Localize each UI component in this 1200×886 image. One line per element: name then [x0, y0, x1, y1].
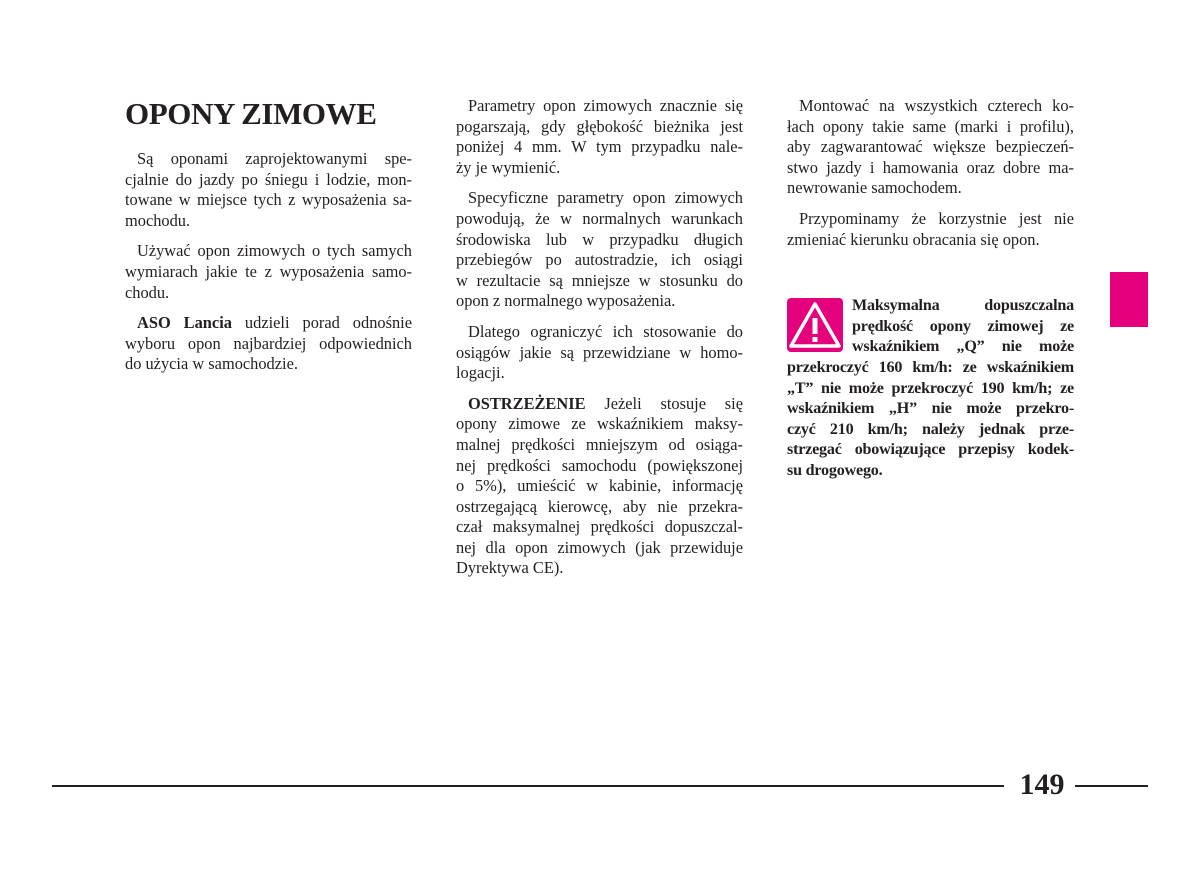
text-line: ży je wymienić. [456, 157, 561, 177]
warning-text-line: czyć 210 km/h; należy jednak prze- [787, 420, 1074, 438]
text-line: stwo jazdy i hamowania oraz dobre ma- [787, 157, 1074, 177]
text-line: mochodu. [125, 210, 191, 230]
text-line: w rezultacie są mniejsze w stosunku do [456, 270, 743, 290]
text-line [456, 394, 743, 415]
warning-text-line: „T” nie może przekroczyć 190 km/h; ze [787, 379, 1074, 397]
text-line: towane w miejsce tych z wyposażenia sa- [125, 190, 412, 210]
paragraph-aso-lancia [125, 313, 412, 375]
text-line: nej dla opon zimowych (jak przewiduje [456, 537, 743, 557]
text-line: poniżej 4 mm. W tym przypadku nale- [456, 137, 743, 157]
warning-text-line: su drogowego. [787, 461, 883, 479]
text-line: Dlatego ograniczyć ich stosowanie do [468, 321, 743, 341]
text-line: czał maksymalnej prędkości dopuszczal- [456, 517, 743, 537]
text-line: środowiska lub w przypadku długich [456, 229, 743, 249]
aso-lancia-label: ASO Lancia [137, 313, 232, 333]
text-line: newrowanie samochodem. [787, 178, 962, 198]
text-line: opon z normalnego wyposażenia. [456, 291, 676, 311]
warning-label: OSTRZEŻENIE [468, 393, 586, 413]
column-middle [456, 96, 743, 589]
text-line [125, 313, 412, 334]
text-line: ostrzegającą kierowcę, aby nie przekra- [456, 496, 743, 516]
warning-triangle-icon [787, 298, 843, 352]
paragraph-same-tyres [787, 96, 1074, 199]
paragraph-dimensions [125, 241, 412, 303]
section-tab-marker [1110, 272, 1148, 327]
text-line: opony zimowe ze wskaźnikiem maksy- [456, 414, 743, 434]
text-line: Dyrektywa CE). [456, 558, 564, 578]
text-line: wymiarach jakie te z wyposażenia samo- [125, 261, 412, 281]
column-right [787, 96, 1074, 482]
warning-text-line: Maksymalna dopuszczalna [852, 297, 1074, 315]
text-line: do użycia w samochodzie. [125, 354, 298, 374]
warning-text-line: wskaźnikiem „Q” nie może [852, 338, 1074, 356]
text-line: Parametry opon zimowych znacznie się [468, 96, 743, 115]
page-number: 149 [1019, 768, 1065, 801]
text-line: Montować na wszystkich czterech ko- [799, 96, 1074, 115]
paragraph-performance [456, 188, 743, 312]
page-title: OPONY ZIMOWE [125, 96, 377, 131]
text-line: nej prędkości samochodu (powiększonej [456, 455, 743, 475]
column-left [125, 96, 412, 385]
text-line: malnej prędkości mniejszym od osiąga- [456, 434, 743, 454]
text-line: wyboru opon najbardziej odpowiednich [125, 333, 412, 353]
text-line: logacji. [456, 363, 505, 383]
text-line: Używać opon zimowych o tych samych [137, 241, 412, 261]
text-fragment: Jeżeli stosuje się [585, 393, 743, 413]
warning-note [787, 296, 1074, 481]
paragraph-tread-depth [456, 96, 743, 178]
text-fragment: udzieli porad odnośnie [231, 313, 412, 333]
text-line: Są oponami zaprojektowanymi spe- [137, 149, 412, 168]
text-line: łach opony takie same (marki i profilu), [787, 116, 1074, 136]
warning-text-line: strzegać obowiązujące przepisy kodek- [787, 441, 1074, 459]
text-line: Przypominamy że korzystnie jest nie [799, 208, 1074, 228]
text-line: o 5%), umieścić w kabinie, informację [456, 476, 743, 496]
warning-text-line: przekroczyć 160 km/h: ze wskaźnikiem [787, 358, 1074, 376]
text-line: aby zagwarantować większe bezpieczeń- [787, 137, 1074, 157]
text-line: zmieniać kierunku obracania się opon. [787, 229, 1040, 249]
warning-text-line: wskaźnikiem „H” nie może przekro- [787, 400, 1074, 418]
text-line: cjalnie do jazdy po śniegu i lodzie, mon- [125, 169, 412, 189]
paragraph-warning-speed [456, 394, 743, 579]
warning-text-line: prędkość opony zimowej ze [852, 317, 1074, 335]
paragraph-definition [125, 149, 412, 231]
text-line: przebiegów po autostradzie, ich osiągi [456, 250, 743, 270]
text-line: chodu. [125, 282, 170, 302]
footer-rule [1075, 785, 1148, 787]
text-line: powodują, że w normalnych warunkach [456, 208, 743, 228]
paragraph-homologation [456, 322, 743, 384]
paragraph-rotation [787, 209, 1074, 250]
footer-rule [52, 785, 1004, 787]
text-line: pogarszają, gdy głębokość bieżnika jest [456, 116, 743, 136]
text-line: osiągów jakie są przewidziane w homo- [456, 342, 743, 362]
text-line: Specyficzne parametry opon zimowych [468, 188, 743, 208]
